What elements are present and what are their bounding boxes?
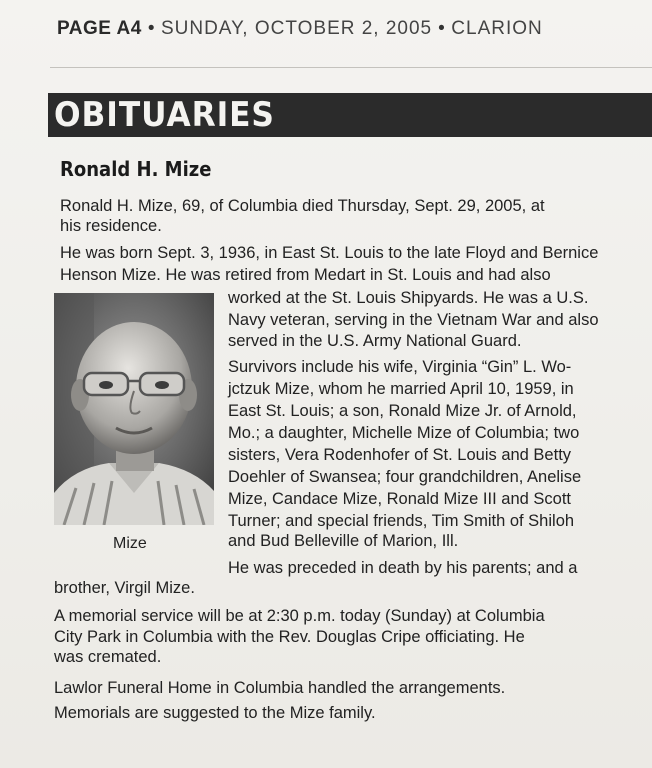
obituary-name: Ronald H. Mize (60, 157, 212, 181)
bullet-separator: • (438, 18, 446, 39)
body-line: East St. Louis; a son, Ronald Mize Jr. of Arnold, (228, 402, 577, 420)
body-line: Mo.; a daughter, Michelle Mize of Columbia; two (228, 424, 580, 442)
body-line: Turner; and special friends, Tim Smith of Shiloh (228, 512, 575, 530)
body-line: City Park in Columbia with the Rev. Douglas Cripe officiating. He (54, 628, 525, 646)
body-line: and Bud Belleville of Marion, Ill. (228, 532, 459, 550)
body-line: Doehler of Swansea; four grandchildren, Anelise (228, 468, 582, 486)
header-rule (50, 67, 652, 68)
body-line: served in the U.S. Army National Guard. (228, 332, 522, 350)
body-line: was cremated. (54, 648, 162, 666)
section-title: OBITUARIES (54, 95, 275, 135)
body-line: Ronald H. Mize, 69, of Columbia died Thursday, Sept. 29, 2005, at (60, 197, 545, 215)
body-line: He was born Sept. 3, 1936, in East St. Louis to the late Floyd and Bernice (60, 244, 599, 262)
masthead (57, 18, 617, 46)
body-line: Mize, Candace Mize, Ronald Mize III and Scott (228, 490, 571, 508)
body-line: Survivors include his wife, Virginia “Gin” L. Wo- (228, 358, 572, 376)
body-line: Lawlor Funeral Home in Columbia handled the arrangements. (54, 679, 506, 697)
page-number: PAGE A4 (57, 18, 142, 39)
publication-date: SUNDAY, OCTOBER 2, 2005 (160, 18, 433, 39)
body-line: Memorials are suggested to the Mize family. (54, 704, 376, 722)
body-line: brother, Virgil Mize. (54, 579, 195, 597)
bullet-separator: • (147, 18, 155, 39)
body-line: jctzuk Mize, whom he married April 10, 1959, in (228, 380, 574, 398)
portrait-photo (54, 293, 214, 525)
body-line: worked at the St. Louis Shipyards. He was a U.S. (228, 289, 589, 307)
body-line: Navy veteran, serving in the Vietnam War and also (228, 311, 599, 329)
photo-caption: Mize (113, 535, 147, 552)
newspaper-name: CLARION (451, 18, 543, 39)
section-banner (48, 93, 652, 137)
portrait-illustration (54, 293, 214, 525)
body-line: A memorial service will be at 2:30 p.m. today (Sunday) at Columbia (54, 607, 545, 625)
body-line: sisters, Vera Rodenhofer of St. Louis and Betty (228, 446, 572, 464)
body-line: He was preceded in death by his parents; and a (228, 559, 578, 577)
body-line: his residence. (60, 217, 162, 235)
body-line: Henson Mize. He was retired from Medart in St. Louis and had also (60, 266, 551, 284)
